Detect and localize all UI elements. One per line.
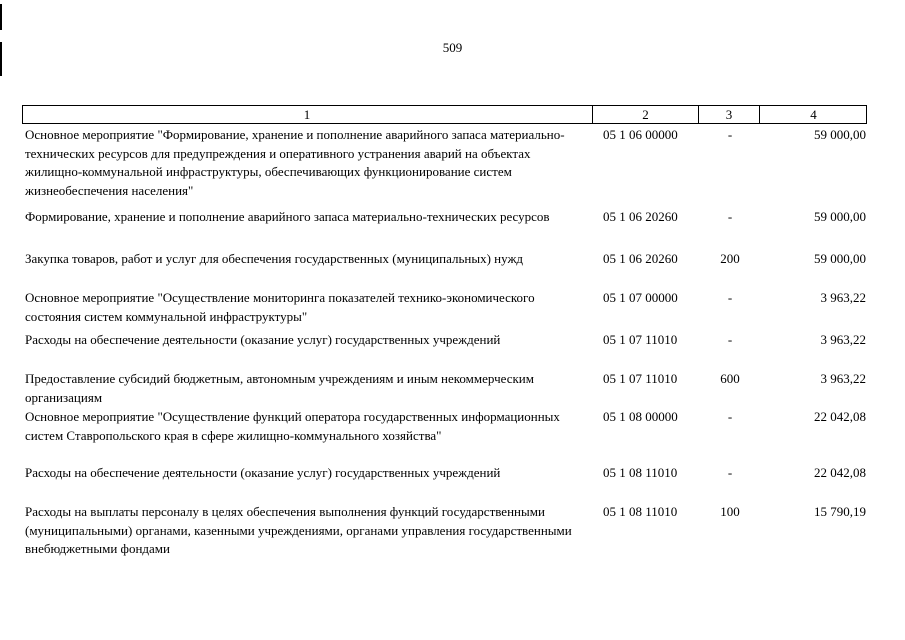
- row-amount: 3 963,22: [820, 332, 866, 347]
- row-amount: 3 963,22: [820, 371, 866, 386]
- row-group: -: [727, 290, 733, 305]
- row-code: 05 1 08 11010: [603, 465, 678, 480]
- row-group: -: [727, 209, 733, 224]
- row-amount: 22 042,08: [814, 409, 866, 424]
- header-cell-3: 3: [725, 107, 733, 122]
- row-description: Предоставление субсидий бюджетным, автономным учреждениям и иным некоммерческим организациям: [25, 371, 534, 405]
- row-code: 05 1 08 11010: [603, 504, 678, 519]
- row-group: -: [727, 332, 733, 347]
- row-description: Расходы на выплаты персоналу в целях обеспечения выполнения функций государственными (муниципальными) органами, казенными учреждениями, органами управления государственными внебюджетными фондами: [25, 504, 572, 556]
- row-code: 05 1 06 20260: [603, 209, 678, 224]
- row-description: Расходы на обеспечение деятельности (оказание услуг) государственных учреждений: [25, 332, 501, 347]
- row-amount: 59 000,00: [814, 251, 866, 266]
- row-group: 100: [720, 504, 740, 519]
- row-amount: 3 963,22: [820, 290, 866, 305]
- row-code: 05 1 08 00000: [603, 409, 678, 424]
- header-cell-4: 4: [810, 107, 817, 122]
- row-group: -: [727, 127, 733, 142]
- row-code: 05 1 06 00000: [603, 127, 678, 142]
- row-amount: 59 000,00: [814, 209, 866, 224]
- row-description: Расходы на обеспечение деятельности (оказание услуг) государственных учреждений: [25, 465, 501, 480]
- row-description: Основное мероприятие "Осуществление мониторинга показателей технико-экономического состояния систем коммунальной инфраструктуры": [25, 290, 535, 324]
- row-description: Основное мероприятие "Формирование, хранение и пополнение аварийного запаса материально-технических ресурсов для предупреждения и оперативного устранения аварий на объектах жилищно-коммунальной инфраструктуры, обеспечивающих функционирование систем жизнеобеспечения населения": [25, 127, 565, 198]
- header-cell-2: 2: [642, 107, 649, 122]
- margin-mark: [0, 4, 2, 30]
- row-description: Основное мероприятие "Осуществление функций оператора государственных информационных систем Ставропольского края в сфере жилищно-коммунального хозяйства": [25, 409, 560, 443]
- row-amount: 15 790,19: [814, 504, 866, 519]
- row-code: 05 1 07 11010: [603, 371, 678, 386]
- row-description: Формирование, хранение и пополнение аварийного запаса материально-технических ресурсов: [25, 209, 550, 224]
- page-number: 509: [442, 40, 463, 55]
- row-group: -: [727, 409, 733, 424]
- row-description: Закупка товаров, работ и услуг для обеспечения государственных (муниципальных) нужд: [25, 251, 524, 266]
- row-code: 05 1 07 11010: [603, 332, 678, 347]
- row-group: 200: [720, 251, 740, 266]
- row-code: 05 1 07 00000: [603, 290, 678, 305]
- row-group: -: [727, 465, 733, 480]
- row-amount: 59 000,00: [814, 127, 866, 142]
- row-code: 05 1 06 20260: [603, 251, 678, 266]
- header-cell-1: 1: [303, 107, 311, 122]
- row-group: 600: [720, 371, 740, 386]
- row-amount: 22 042,08: [814, 465, 866, 480]
